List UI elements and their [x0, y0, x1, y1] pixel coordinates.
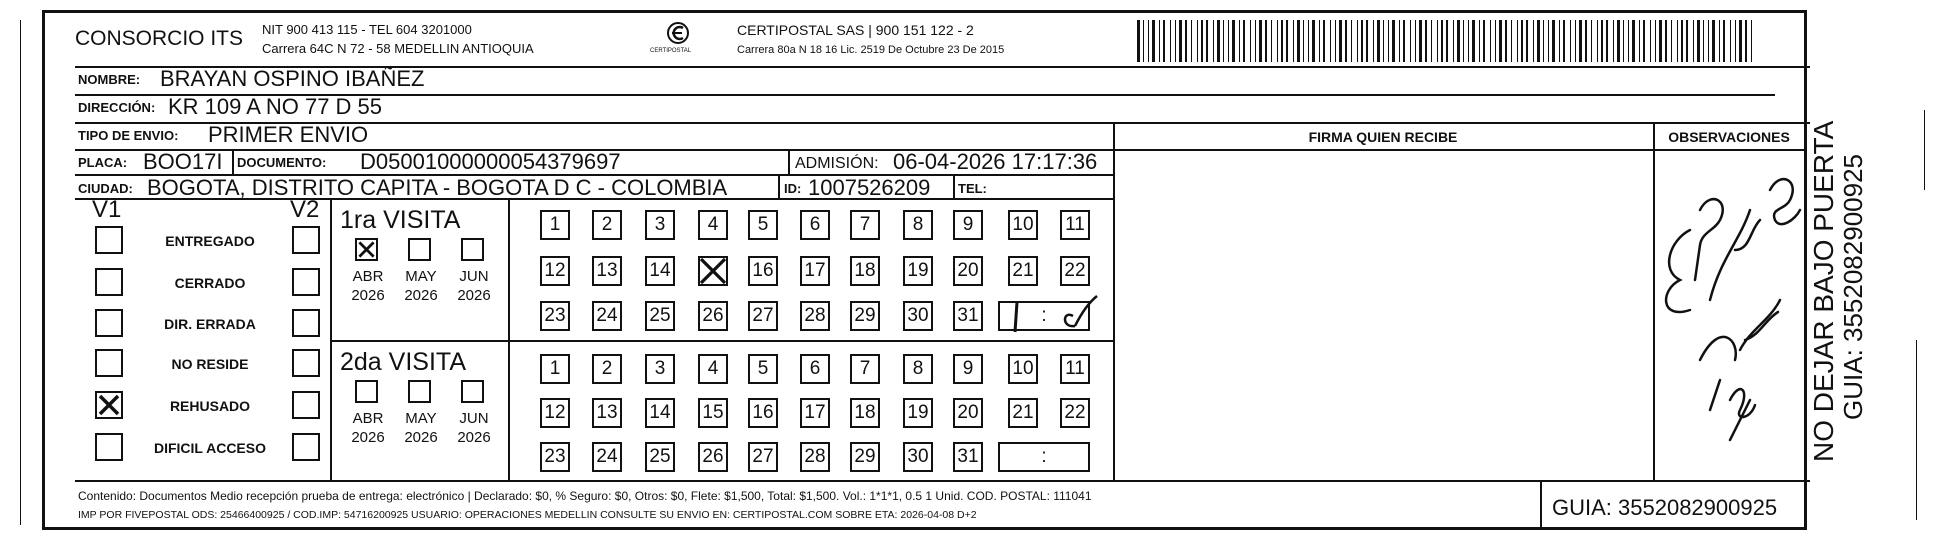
barcode-bar [1415, 20, 1416, 62]
first-visit-day-box[interactable]: 28 [800, 301, 830, 331]
barcode-bar [1526, 20, 1528, 62]
first-visit-day-box[interactable]: 18 [850, 256, 880, 286]
first-visit-day-box[interactable]: 25 [645, 301, 675, 331]
signature-header: FIRMA QUIEN RECIBE [1308, 129, 1458, 145]
barcode-bar [1179, 20, 1182, 62]
v1-checkbox[interactable] [95, 349, 123, 377]
second-visit-day-box[interactable]: 20 [953, 398, 983, 428]
first-visit-day-box[interactable]: 5 [748, 210, 778, 240]
first-visit-day-box[interactable]: 2 [592, 210, 622, 240]
first-visit-day-box[interactable]: 20 [953, 256, 983, 286]
barcode-bar [1223, 20, 1224, 62]
barcode-bar [1339, 20, 1342, 62]
first-visit-day-box[interactable]: 19 [903, 256, 933, 286]
status-label: CERRADO [174, 275, 246, 291]
month-label: JUN [459, 268, 489, 285]
first-visit-day-box[interactable]: 17 [800, 256, 830, 286]
barcode-bar [1312, 20, 1315, 62]
barcode-bar [1213, 20, 1214, 62]
second-visit-day-box[interactable]: 29 [850, 442, 880, 472]
v1-checkbox[interactable] [95, 226, 123, 254]
barcode-bar [1308, 20, 1309, 62]
second-visit-day-box[interactable]: 7 [850, 354, 880, 384]
send-type: PRIMER ENVIO [208, 122, 369, 147]
first-visit-day-box[interactable]: 21 [1008, 256, 1038, 286]
v2-checkbox[interactable] [292, 391, 320, 419]
barcode-bar [1197, 20, 1198, 62]
second-visit-day-box[interactable]: 19 [903, 398, 933, 428]
barcode-bar [1206, 20, 1208, 62]
first-visit-day-box[interactable]: 11 [1060, 210, 1090, 240]
barcode-bar [1563, 20, 1565, 62]
first-visit-month-checkbox[interactable] [408, 238, 431, 261]
second-visit-day-box[interactable]: 6 [800, 354, 830, 384]
barcode-bar [1255, 20, 1256, 62]
barcode-bar [1499, 20, 1502, 62]
second-visit-day-box[interactable]: 18 [850, 398, 880, 428]
right-edge-line [1916, 340, 1917, 520]
barcode-bar [1163, 20, 1165, 62]
company-nit: NIT 900 413 115 - TEL 604 3201000 [262, 22, 472, 37]
barcode-bar [1730, 20, 1731, 62]
barcode-bar [1628, 20, 1629, 62]
second-visit-day-box[interactable]: 28 [800, 442, 830, 472]
barcode-bar [1533, 20, 1534, 62]
barcode-bar [1623, 20, 1624, 62]
barcode-bar [1265, 20, 1267, 62]
barcode-bar [1437, 20, 1438, 62]
barcode-bar [1175, 20, 1176, 62]
barcode-bar [1143, 20, 1144, 62]
plate: BOO17I [143, 149, 223, 174]
side-guide: GUIA: 3552082900925 [1838, 154, 1868, 420]
barcode-bar [1425, 20, 1427, 62]
visit-divider [508, 198, 510, 480]
barcode-bar [1403, 20, 1405, 62]
barcode-bar [1441, 20, 1443, 62]
barcode-bar [1693, 20, 1694, 62]
second-visit-day-box[interactable]: 17 [800, 398, 830, 428]
barcode-bar [1632, 20, 1635, 62]
barcode-bar [1243, 20, 1245, 62]
first-visit-month-checkbox[interactable] [461, 238, 484, 261]
barcode-bar [1410, 20, 1411, 62]
plate-label: PLACA: [78, 155, 128, 170]
second-visit-day-box[interactable]: 26 [698, 442, 728, 472]
barcode-bar [1431, 20, 1432, 62]
first-visit-day-box[interactable]: 12 [540, 256, 570, 286]
year-label: 2026 [351, 429, 385, 446]
barcode-bar [1483, 20, 1485, 62]
barcode-bar [1655, 20, 1656, 62]
first-visit-day-box[interactable]: 7 [850, 210, 880, 240]
first-visit-day-box[interactable]: 14 [645, 256, 675, 286]
barcode-bar [1232, 20, 1235, 62]
barcode-bar [1323, 20, 1325, 62]
admission: 06-04-2026 17:17:36 [893, 149, 1098, 174]
barcode-bar [1751, 20, 1752, 62]
v1-checkbox[interactable] [95, 268, 123, 296]
barcode-bar [1361, 20, 1363, 62]
second-visit-day-box[interactable]: 16 [748, 398, 778, 428]
v1-checkbox[interactable] [95, 391, 123, 419]
imp-line: IMP POR FIVEPOSTAL ODS: 25466400925 / COD.IMP: 54716200925 USUARIO: OPERACIONES MEDELLIN CONSULTE SU ENVIO EN: CERTIPOSTAL.COM SOBRE ETA: 2026-04-08 D+2 [78, 509, 977, 521]
second-visit-day-box[interactable]: 21 [1008, 398, 1038, 428]
month-label: ABR [352, 410, 384, 427]
barcode-bar [1277, 20, 1278, 62]
barcode-bar [1185, 20, 1187, 62]
barcode-bar [1517, 20, 1518, 62]
barcode-bar [1606, 20, 1608, 62]
first-visit-day-box[interactable] [698, 256, 728, 286]
barcode-bar [1281, 20, 1283, 62]
year-label: 2026 [404, 429, 438, 446]
cell-divider [232, 149, 234, 174]
first-visit-day-box[interactable]: 31 [953, 301, 983, 331]
admission-label: ADMISIÓN: [795, 155, 879, 172]
barcode-bar [1228, 20, 1229, 62]
first-visit-time-box[interactable]: : [998, 301, 1090, 331]
second-visit-day-box[interactable]: 2 [592, 354, 622, 384]
barcode-bar [1495, 20, 1496, 62]
first-visit-month-checkbox[interactable] [355, 238, 378, 261]
barcode-bar [1335, 20, 1336, 62]
side-warning: NO DEJAR BAJO PUERTA [1808, 120, 1839, 462]
barcode-bar [1703, 20, 1704, 62]
barcode [1137, 20, 1754, 62]
barcode-bar [1271, 20, 1272, 62]
barcode-bar [1293, 20, 1294, 62]
barcode-bar [1399, 20, 1400, 62]
barcode-bar [1479, 20, 1480, 62]
address-label: DIRECCIÓN: [78, 100, 156, 115]
barcode-bar [1735, 20, 1736, 62]
document-label: DOCUMENTO: [237, 155, 327, 170]
first-visit-day-box[interactable]: 23 [540, 301, 570, 331]
year-label: 2026 [351, 287, 385, 304]
left-edge-line [20, 20, 21, 525]
barcode-bar [1712, 20, 1715, 62]
footer-guide: GUIA: 3552082900925 [1552, 495, 1778, 520]
barcode-bar [1521, 20, 1523, 62]
city-label: CIUDAD: [78, 181, 133, 196]
barcode-bar [1552, 20, 1555, 62]
second-visit-month-checkbox[interactable] [408, 380, 431, 403]
second-visit-month-checkbox[interactable] [461, 380, 484, 403]
city: BOGOTA, DISTRITO CAPITA - BOGOTA D C - COLOMBIA [147, 175, 728, 200]
v2-checkbox[interactable] [292, 433, 320, 461]
barcode-bar [1297, 20, 1300, 62]
second-visit-month-checkbox[interactable] [355, 380, 378, 403]
status-label: DIR. ERRADA [164, 316, 256, 332]
right-edge-line [1924, 110, 1925, 190]
content-line: Contenido: Documentos Medio recepción prueba de entrega: electrónico | Declarado: $0, % Seguro: $0, Otros: $0, Flete: $1,500, Total: $1,500. Vol.: 1*1*1, 0.5 1 Unid. COD. POSTAL: 111041 [78, 489, 1092, 503]
barcode-bar [1250, 20, 1251, 62]
second-visit-day-box[interactable]: 12 [540, 398, 570, 428]
v1-checkbox[interactable] [95, 433, 123, 461]
year-label: 2026 [457, 287, 491, 304]
v2-checkbox[interactable] [292, 226, 320, 254]
second-visit-title: 2da VISITA [340, 348, 466, 376]
barcode-bar [1170, 20, 1171, 62]
second-visit-day-box[interactable]: 15 [698, 398, 728, 428]
barcode-bar [1217, 20, 1220, 62]
second-visit-day-box[interactable]: 1 [540, 354, 570, 384]
status-label: NO RESIDE [171, 356, 249, 372]
second-visit-day-box[interactable]: 31 [953, 442, 983, 472]
barcode-bar [1723, 20, 1725, 62]
second-visit-day-box[interactable]: 5 [748, 354, 778, 384]
barcode-bar [1463, 20, 1464, 62]
v1-label: V1 [92, 196, 122, 223]
barcode-bar [1677, 20, 1678, 62]
year-label: 2026 [404, 287, 438, 304]
barcode-bar [1159, 20, 1160, 62]
first-visit-day-box[interactable]: 26 [698, 301, 728, 331]
second-visit-day-box[interactable]: 14 [645, 398, 675, 428]
barcode-bar [1659, 20, 1662, 62]
id-label: ID: [784, 181, 802, 196]
barcode-bar [1671, 20, 1672, 62]
recipient-id: 1007526209 [808, 175, 931, 200]
second-visit-time-box[interactable]: : [998, 442, 1090, 472]
certipostal-logo-icon [648, 20, 708, 60]
barcode-bar [1681, 20, 1683, 62]
barcode-bar [1490, 20, 1491, 62]
barcode-bar [1419, 20, 1422, 62]
month-label: MAY [405, 410, 437, 427]
barcode-bar [1239, 20, 1240, 62]
visit-separator [330, 340, 1115, 342]
second-visit-day-box[interactable]: 27 [748, 442, 778, 472]
v2-checkbox[interactable] [292, 309, 320, 337]
barcode-bar [1665, 20, 1667, 62]
name-label: NOMBRE: [78, 72, 141, 87]
barcode-bar [1597, 20, 1598, 62]
barcode-bar [1453, 20, 1454, 62]
first-visit-day-box[interactable]: 24 [592, 301, 622, 331]
barcode-bar [1575, 20, 1576, 62]
barcode-bar [1303, 20, 1304, 62]
barcode-bar [1468, 20, 1469, 62]
v2-label: V2 [290, 196, 320, 223]
visits-top-line [75, 198, 1115, 200]
barcode-bar [1537, 20, 1540, 62]
barcode-bar [1388, 20, 1389, 62]
logo-caption: CERTIPOSTAL [650, 48, 692, 54]
first-visit-day-box[interactable]: 1 [540, 210, 570, 240]
barcode-bar [1585, 20, 1587, 62]
barcode-bar [1745, 20, 1747, 62]
barcode-bar [1613, 20, 1614, 62]
month-label: ABR [352, 268, 384, 285]
day-mark-icon [697, 255, 729, 287]
second-visit-day-box[interactable]: 9 [953, 354, 983, 384]
footer-line [75, 480, 1810, 482]
observations-header: OBSERVACIONES [1668, 129, 1790, 145]
barcode-bar [1351, 20, 1352, 62]
barcode-bar [1686, 20, 1688, 62]
first-visit-day-box[interactable]: 29 [850, 301, 880, 331]
v1-checkbox[interactable] [95, 309, 123, 337]
status-divider [330, 198, 332, 480]
barcode-bar [1330, 20, 1331, 62]
barcode-bar [1543, 20, 1544, 62]
second-visit-day-box[interactable]: 30 [903, 442, 933, 472]
barcode-bar [1548, 20, 1549, 62]
month-label: JUN [459, 410, 489, 427]
status-label: ENTREGADO [165, 233, 255, 249]
barcode-bar [1739, 20, 1742, 62]
second-visit-day-box[interactable]: 23 [540, 442, 570, 472]
cell-divider [778, 174, 780, 198]
first-visit-day-box[interactable]: 3 [645, 210, 675, 240]
barcode-bar [1373, 20, 1374, 62]
first-visit-day-box[interactable]: 8 [903, 210, 933, 240]
barcode-bar [1446, 20, 1448, 62]
courier-name: CERTIPOSTAL SAS | 900 151 122 - 2 [737, 22, 974, 38]
second-visit-day-box[interactable]: 13 [592, 398, 622, 428]
status-label: DIFICIL ACCESO [153, 440, 266, 456]
second-visit-day-box[interactable]: 22 [1060, 398, 1090, 428]
first-visit-day-box[interactable]: 16 [748, 256, 778, 286]
first-visit-day-box[interactable]: 27 [748, 301, 778, 331]
barcode-bar [1708, 20, 1709, 62]
barcode-bar [1286, 20, 1288, 62]
first-visit-day-box[interactable]: 6 [800, 210, 830, 240]
barcode-bar [1719, 20, 1720, 62]
second-visit-day-box[interactable]: 8 [903, 354, 933, 384]
second-visit-day-box[interactable]: 11 [1060, 354, 1090, 384]
second-visit-day-box[interactable]: 4 [698, 354, 728, 384]
status-label: REHUSADO [169, 398, 251, 414]
barcode-bar [1601, 20, 1603, 62]
barcode-bar [1201, 20, 1203, 62]
cell-divider [788, 149, 790, 174]
barcode-bar [1457, 20, 1460, 62]
first-visit-day-box[interactable]: 10 [1008, 210, 1038, 240]
barcode-bar [1345, 20, 1347, 62]
year-label: 2026 [457, 429, 491, 446]
barcode-bar [1639, 20, 1640, 62]
v2-checkbox[interactable] [292, 349, 320, 377]
first-visit-day-box[interactable]: 22 [1060, 256, 1090, 286]
second-visit-day-box[interactable]: 25 [645, 442, 675, 472]
barcode-bar [1505, 20, 1507, 62]
tel-label: TEL: [958, 181, 987, 196]
first-visit-day-box[interactable]: 9 [953, 210, 983, 240]
barcode-bar [1591, 20, 1592, 62]
footer-guide-divider [1540, 480, 1542, 528]
first-visit-day-box[interactable]: 4 [698, 210, 728, 240]
barcode-bar [1319, 20, 1320, 62]
handwritten-observation [1640, 150, 1810, 470]
v2-checkbox[interactable] [292, 268, 320, 296]
barcode-bar [1579, 20, 1582, 62]
barcode-bar [1472, 20, 1475, 62]
barcode-bar [1152, 20, 1155, 62]
barcode-bar [1191, 20, 1192, 62]
recipient-address: KR 109 A NO 77 D 55 [168, 94, 383, 119]
barcode-bar [1137, 20, 1140, 62]
barcode-bar [1383, 20, 1384, 62]
first-visit-title: 1ra VISITA [340, 206, 461, 234]
document: D05001000000054379697 [360, 149, 621, 174]
recipient-name: BRAYAN OSPINO IBAÑEZ [160, 66, 425, 91]
barcode-bar [1643, 20, 1645, 62]
first-visit-day-box[interactable]: 30 [903, 301, 933, 331]
second-visit-day-box[interactable]: 24 [592, 442, 622, 472]
barcode-bar [1617, 20, 1620, 62]
barcode-bar [1377, 20, 1380, 62]
barcode-bar [1366, 20, 1368, 62]
barcode-bar [1259, 20, 1262, 62]
send-type-label: TIPO DE ENVIO: [78, 128, 179, 143]
barcode-bar [1559, 20, 1560, 62]
company-name: CONSORCIO ITS [75, 27, 244, 50]
company-address: Carrera 64C N 72 - 58 MEDELLIN ANTIOQUIA [262, 41, 534, 56]
cell-divider [953, 174, 955, 198]
barcode-bar [1511, 20, 1512, 62]
barcode-bar [1570, 20, 1571, 62]
first-visit-day-box[interactable]: 13 [592, 256, 622, 286]
second-visit-day-box[interactable]: 10 [1008, 354, 1038, 384]
barcode-bar [1697, 20, 1700, 62]
second-visit-day-box[interactable]: 3 [645, 354, 675, 384]
barcode-bar [1148, 20, 1149, 62]
barcode-bar [1392, 20, 1395, 62]
courier-address: Carrera 80a N 18 16 Lic. 2519 De Octubre 23 De 2015 [737, 44, 1005, 56]
month-label: MAY [405, 268, 437, 285]
barcode-bar [1650, 20, 1651, 62]
barcode-bar [1357, 20, 1358, 62]
